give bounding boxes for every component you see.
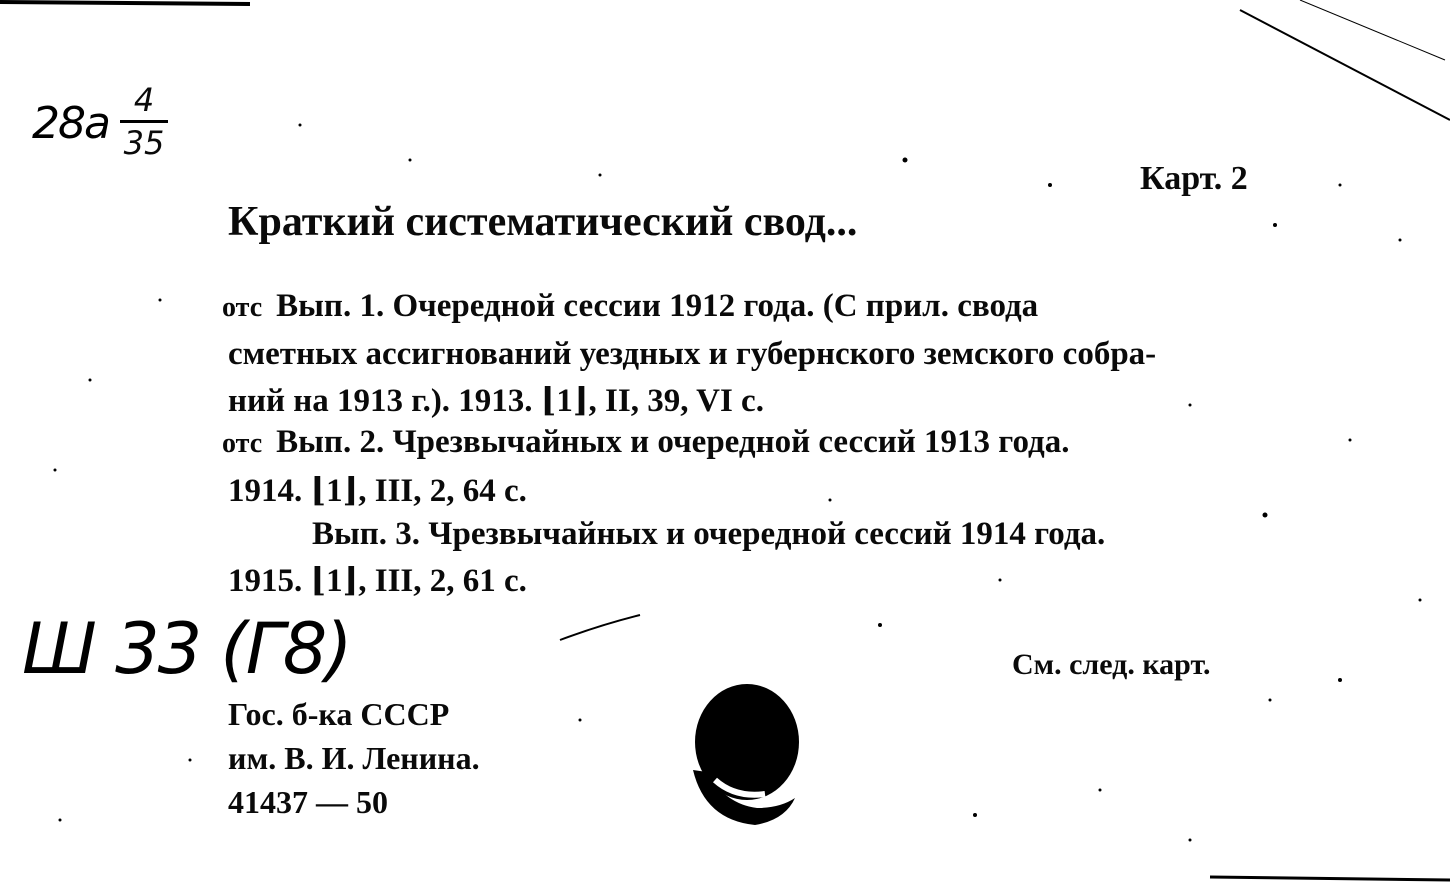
entry-1-line-1 (222, 288, 1038, 325)
library-imprint (228, 692, 480, 824)
card-title: Краткий систематический свод... (228, 199, 858, 245)
entry-1-line-3: ний на 1913 г.). 1913. ⌊1⌋, II, 39, VI с. (228, 383, 764, 419)
shelf-mark-main: 28а (32, 98, 109, 149)
shelf-mark-fraction (114, 81, 174, 162)
card-number: Карт. 2 (1140, 160, 1248, 197)
entry-2-line-2: 1914. ⌊1⌋, III, 2, 64 с. (228, 473, 527, 509)
entry-1-line-2: сметных ассигнований уездных и губернского земского собра- (228, 336, 1157, 372)
library-line-1: Гос. б-ка СССР (228, 696, 450, 732)
entry-2-mark: отс (222, 428, 263, 459)
call-number: Ш 33 (Г8) (22, 608, 351, 690)
entry-3-line-2: 1915. ⌊1⌋, III, 2, 61 с. (228, 563, 527, 599)
shelf-mark-numerator: 4 (133, 81, 155, 119)
entry-1-mark: отс (222, 292, 263, 323)
library-line-3: 41437 — 50 (228, 784, 388, 820)
fraction-bar (120, 120, 168, 123)
entry-2-text: Вып. 2. Чрезвычайных и очередной сессий 1913 года. (276, 424, 1070, 460)
shelf-mark-denominator: 35 (123, 124, 165, 162)
punch-hole (685, 680, 805, 830)
entry-1-text: Вып. 1. Очередной сессии 1912 года. (С прил. свода (276, 288, 1039, 324)
library-line-2: им. В. И. Ленина. (228, 740, 480, 776)
entry-3-line-1: Вып. 3. Чрезвычайных и очередной сессий 1914 года. (312, 516, 1106, 552)
see-next-card: См. след. карт. (1012, 648, 1211, 681)
entry-2-line-1 (222, 424, 1069, 461)
